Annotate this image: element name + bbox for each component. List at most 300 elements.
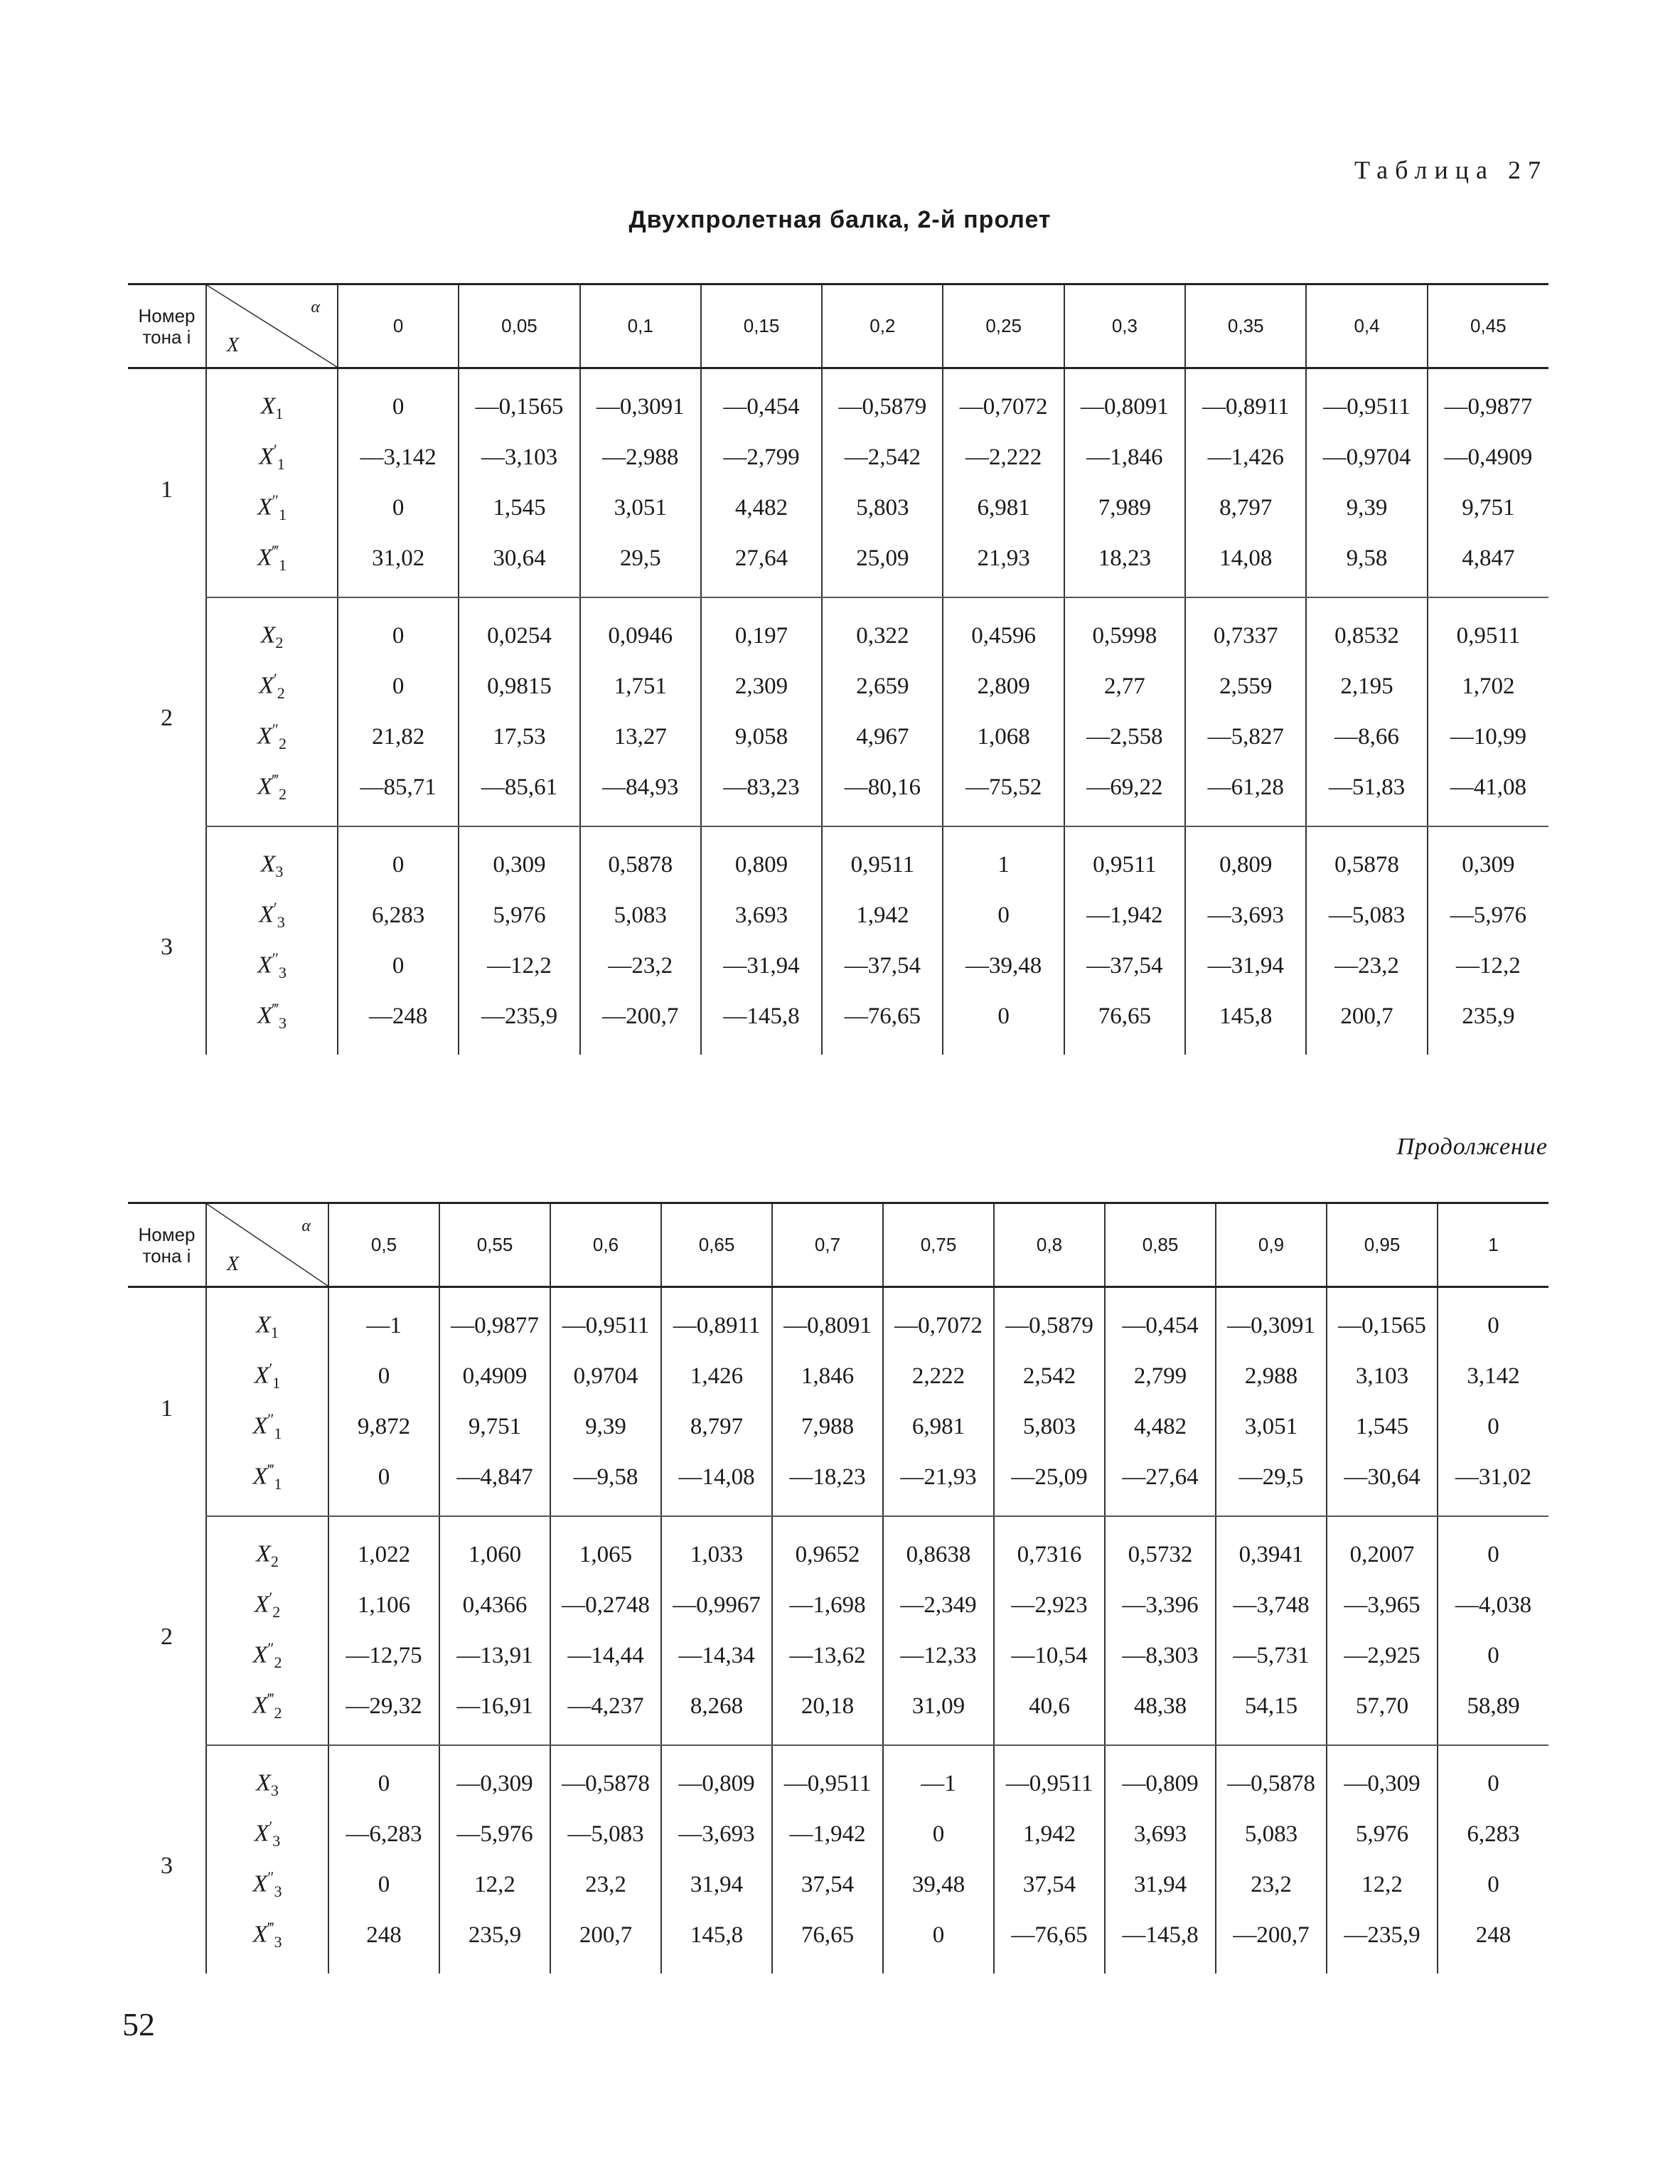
value-cell: 0,8532 [1306,597,1427,661]
variable-index: 2 [270,1552,279,1571]
value-cell: —0,309 [1327,1745,1438,1809]
variable-symbol: X [252,1870,268,1897]
value-cell: 6,981 [943,483,1064,533]
value-cell: —3,965 [1327,1580,1438,1631]
value-cell: —0,9511 [772,1745,883,1809]
value-cell: —0,8911 [1185,368,1306,433]
variable-name-cell [206,1452,328,1516]
value-cell: 1,068 [943,712,1064,762]
value-cell: 145,8 [661,1910,772,1973]
value-cell: 0,7316 [994,1516,1105,1580]
value-cell: —1,426 [1185,432,1306,483]
value-cell: 0 [338,826,459,890]
alpha-column-header: 0,6 [550,1203,661,1287]
value-cell: —0,8091 [772,1287,883,1352]
variable-name-cell [206,1402,328,1452]
value-cell: —0,454 [701,368,822,433]
variable-symbol: X [259,672,274,699]
value-cell: 4,967 [822,712,943,762]
value-cell: 37,54 [994,1860,1105,1910]
value-cell: —76,65 [822,991,943,1055]
variable-name-cell [206,712,338,762]
value-cell: 0 [338,661,459,712]
value-cell: 3,142 [1438,1351,1548,1402]
tone-number-header [128,1203,206,1287]
variable-symbol: X [254,1362,269,1389]
alpha-header-label: α [301,1217,311,1235]
value-cell: 7,989 [1064,483,1185,533]
variable-name-cell [206,1745,328,1809]
value-cell: —23,2 [1306,941,1427,991]
table-row [128,533,1548,597]
value-cell: 0 [1438,1402,1548,1452]
value-cell: 2,309 [701,661,822,712]
value-cell: 12,2 [1327,1860,1438,1910]
value-cell: 0,9511 [822,826,943,890]
continuation-label: Продолжение [1396,1134,1548,1160]
value-cell: —85,61 [459,762,579,826]
value-cell: 29,5 [580,533,701,597]
value-cell: 9,39 [550,1402,661,1452]
value-cell: 235,9 [439,1910,550,1973]
table-row [128,661,1548,712]
variable-symbol: X [254,1591,269,1618]
value-cell: 0,9511 [1428,597,1548,661]
value-cell: 0 [1438,1516,1548,1580]
value-cell: 0,5878 [580,826,701,890]
value-cell: 248 [1438,1910,1548,1973]
value-cell: —0,9704 [1306,432,1427,483]
value-cell: 6,283 [1438,1809,1548,1860]
tone-header-line1: Номер [138,1223,196,1245]
value-cell: —75,52 [943,762,1064,826]
value-cell: 0,5732 [1105,1516,1216,1580]
value-cell: 8,797 [661,1402,772,1452]
variable-index: 3 [275,863,284,881]
value-cell: —76,65 [994,1910,1105,1973]
variable-derivative-mark: ‴ [267,1690,274,1708]
variable-index: 1 [278,506,287,524]
variable-name-cell [206,1351,328,1402]
value-cell: 8,268 [661,1681,772,1745]
tone-header-line1: Номер [138,304,196,326]
value-cell: 5,083 [580,890,701,941]
table-row [128,1860,1548,1910]
value-cell: —2,349 [883,1580,994,1631]
variable-name-cell [206,1681,328,1745]
variable-index: 1 [278,556,287,575]
value-cell: 3,693 [701,890,822,941]
variable-symbol: X [257,494,272,521]
value-cell: —51,83 [1306,762,1427,826]
value-cell: 23,2 [1216,1860,1327,1910]
value-cell: —0,1565 [459,368,579,433]
alpha-column-header: 0,7 [772,1203,883,1287]
variable-name-cell [206,991,338,1055]
value-cell: —2,988 [580,432,701,483]
value-cell: —235,9 [459,991,579,1055]
value-cell: 0,5998 [1064,597,1185,661]
value-cell: —12,33 [883,1631,994,1681]
variable-symbol: X [254,1820,269,1847]
x-header-label: X [227,1253,240,1275]
value-cell: —29,32 [328,1681,439,1745]
tone-number-cell: 1 [161,476,173,503]
variable-derivative-mark: ‴ [272,1000,279,1018]
value-cell: 2,799 [1105,1351,1216,1402]
value-cell: 14,08 [1185,533,1306,597]
alpha-column-header: 0,4 [1306,284,1427,368]
value-cell: 48,38 [1105,1681,1216,1745]
value-cell: 5,803 [994,1402,1105,1452]
value-cell: 9,58 [1306,533,1427,597]
value-cell: 0 [338,941,459,991]
variable-name-cell [206,1580,328,1631]
variable-symbol: X [257,1002,272,1029]
header-row [128,1203,1548,1287]
value-cell: —3,142 [338,432,459,483]
value-cell: —0,1565 [1327,1287,1438,1352]
value-cell: 0,9815 [459,661,579,712]
value-cell: —16,91 [439,1681,550,1745]
variable-derivative-mark: ‴ [267,1461,274,1479]
value-cell: 7,988 [772,1402,883,1452]
value-cell: —31,02 [1438,1452,1548,1516]
value-cell: —0,5878 [1216,1745,1327,1809]
value-cell: —0,7072 [943,368,1064,433]
table-caption: Таблица 27 [1354,156,1548,184]
value-cell: 9,751 [439,1402,550,1452]
value-cell: —83,23 [701,762,822,826]
value-cell: —0,3091 [580,368,701,433]
value-cell: 0,809 [1185,826,1306,890]
value-cell: 0 [943,991,1064,1055]
value-cell: 0,4366 [439,1580,550,1631]
value-cell: 1 [943,826,1064,890]
variable-index: 1 [274,1424,282,1443]
value-cell: —61,28 [1185,762,1306,826]
value-cell: 0,3941 [1216,1516,1327,1580]
tone-number-cell: 2 [161,1624,173,1650]
value-cell: —200,7 [1216,1910,1327,1973]
variable-index: 3 [274,1882,282,1901]
value-cell: —0,8091 [1064,368,1185,433]
tone-number-header [128,284,206,368]
tone-number-cell: 3 [161,933,173,960]
value-cell: 200,7 [1306,991,1427,1055]
variable-name-cell [206,533,338,597]
value-cell: 0 [943,890,1064,941]
value-cell: 57,70 [1327,1681,1438,1745]
value-cell: —2,925 [1327,1631,1438,1681]
variable-symbol: X [259,443,274,470]
table-row [128,1351,1548,1402]
value-cell: 18,23 [1064,533,1185,597]
table-row [128,1631,1548,1681]
value-cell: 1,751 [580,661,701,712]
value-cell: 0,7337 [1185,597,1306,661]
variable-index: 3 [278,964,287,982]
value-cell: 8,797 [1185,483,1306,533]
value-cell: 30,64 [459,533,579,597]
value-cell: 9,872 [328,1402,439,1452]
value-cell: —0,309 [439,1745,550,1809]
page-number: 52 [122,2006,155,2042]
variable-derivative-mark: ″ [272,491,279,510]
table-row [128,1681,1548,1745]
variable-index: 3 [272,1832,281,1850]
tone-number-cell: 3 [161,1852,173,1879]
value-cell: —31,94 [701,941,822,991]
value-cell: —84,93 [580,762,701,826]
value-cell: —37,54 [822,941,943,991]
table-row [128,483,1548,533]
value-cell: —1,846 [1064,432,1185,483]
variable-symbol: X [257,773,272,800]
value-cell: 39,48 [883,1860,994,1910]
value-cell: —0,9511 [994,1745,1105,1809]
variable-index: 1 [270,1323,279,1342]
value-cell: —1,698 [772,1580,883,1631]
value-cell: 6,981 [883,1402,994,1452]
value-cell: —0,9877 [1428,368,1548,433]
value-cell: —30,64 [1327,1452,1438,1516]
variable-name-cell [206,1809,328,1860]
value-cell: —2,542 [822,432,943,483]
value-cell: 1,545 [1327,1402,1438,1452]
variable-derivative-mark: ″ [267,1410,274,1429]
value-cell: 1,060 [439,1516,550,1580]
alpha-column-header: 0,8 [994,1203,1105,1287]
value-cell: 2,809 [943,661,1064,712]
value-cell: 23,2 [550,1860,661,1910]
value-cell: —0,2748 [550,1580,661,1631]
value-cell: —27,64 [1105,1452,1216,1516]
value-cell: 1,033 [661,1516,772,1580]
variable-symbol: X [257,723,272,750]
value-cell: 0 [338,483,459,533]
value-cell: 0 [328,1745,439,1809]
value-cell: —0,5879 [994,1287,1105,1352]
variable-derivative-mark: ‴ [267,1919,274,1937]
variable-name-cell [206,432,338,483]
table-row [128,1402,1548,1452]
variable-symbol: X [252,1641,268,1668]
table-row [128,1745,1548,1809]
value-cell: 0,309 [1428,826,1548,890]
value-cell: —13,91 [439,1631,550,1681]
variable-symbol: X [256,1540,271,1567]
value-cell: 9,39 [1306,483,1427,533]
value-cell: —248 [338,991,459,1055]
value-cell: 3,103 [1327,1351,1438,1402]
variable-derivative-mark: ′ [273,670,277,688]
value-cell: —69,22 [1064,762,1185,826]
value-cell: —1 [328,1287,439,1352]
value-cell: 0 [328,1351,439,1402]
variable-name-cell [206,1860,328,1910]
variable-name-cell [206,1631,328,1681]
value-cell: 0 [328,1452,439,1516]
variable-name-cell [206,661,338,712]
value-cell: —0,5879 [822,368,943,433]
alpha-column-header: 0,1 [580,284,701,368]
value-cell: 0 [328,1860,439,1910]
variable-index: 1 [272,1374,281,1392]
value-cell: 6,283 [338,890,459,941]
value-cell: 0,5878 [1306,826,1427,890]
variable-index: 2 [277,684,285,703]
alpha-column-header: 0,3 [1064,284,1185,368]
value-cell: 31,09 [883,1681,994,1745]
value-cell: —5,083 [550,1809,661,1860]
alpha-column-header: 0,5 [328,1203,439,1287]
value-cell: —200,7 [580,991,701,1055]
value-cell: 2,77 [1064,661,1185,712]
variable-name-cell [206,890,338,941]
value-cell: —4,237 [550,1681,661,1745]
value-cell: —14,34 [661,1631,772,1681]
alpha-column-header: 0,2 [822,284,943,368]
value-cell: —6,283 [328,1809,439,1860]
value-cell: 27,64 [701,533,822,597]
variable-index: 2 [278,735,287,753]
value-cell: 3,693 [1105,1809,1216,1860]
value-cell: —3,693 [661,1809,772,1860]
value-cell: 9,058 [701,712,822,762]
value-cell: 21,93 [943,533,1064,597]
value-cell: —8,303 [1105,1631,1216,1681]
alpha-header-label: α [311,298,320,316]
variable-index: 3 [274,1933,282,1951]
alpha-column-header: 0,45 [1428,284,1548,368]
variable-name-cell [206,483,338,533]
value-cell: —85,71 [338,762,459,826]
variable-derivative-mark: ″ [272,720,279,739]
value-cell: 2,988 [1216,1351,1327,1402]
alpha-column-header: 0 [338,284,459,368]
value-cell: —3,396 [1105,1580,1216,1631]
variable-index: 2 [275,634,284,652]
table-row [128,941,1548,991]
data-table-2 [128,1202,1548,1973]
value-cell: 76,65 [1064,991,1185,1055]
value-cell: 0,197 [701,597,822,661]
table-row [128,890,1548,941]
value-cell: 4,482 [1105,1402,1216,1452]
variable-index: 1 [274,1475,282,1493]
value-cell: 0,309 [459,826,579,890]
value-cell: 1,426 [661,1351,772,1402]
value-cell: —4,847 [439,1452,550,1516]
value-cell: 0 [1438,1860,1548,1910]
value-cell: 2,222 [883,1351,994,1402]
value-cell: 17,53 [459,712,579,762]
value-cell: 3,051 [1216,1402,1327,1452]
value-cell: —12,2 [459,941,579,991]
variable-index: 1 [275,405,284,423]
value-cell: 2,559 [1185,661,1306,712]
variable-index: 3 [278,1014,287,1033]
value-cell: 1,022 [328,1516,439,1580]
value-cell: 2,659 [822,661,943,712]
variable-index: 1 [277,455,285,474]
alpha-column-header: 0,95 [1327,1203,1438,1287]
value-cell: 235,9 [1428,991,1548,1055]
value-cell: 1,106 [328,1580,439,1631]
value-cell: —4,038 [1438,1580,1548,1631]
value-cell: 2,195 [1306,661,1427,712]
alpha-column-header: 0,35 [1185,284,1306,368]
alpha-column-header: 0,9 [1216,1203,1327,1287]
variable-derivative-mark: ′ [269,1360,273,1378]
value-cell: —3,103 [459,432,579,483]
value-cell: 0 [883,1910,994,1973]
value-cell: 0 [1438,1287,1548,1352]
value-cell: 4,482 [701,483,822,533]
table-row [128,1287,1548,1352]
value-cell: 0,2007 [1327,1516,1438,1580]
variable-symbol: X [257,952,272,979]
value-cell: —0,7072 [883,1287,994,1352]
variable-name-cell [206,1910,328,1973]
variable-name-cell [206,826,338,890]
value-cell: —3,693 [1185,890,1306,941]
value-cell: 0,0254 [459,597,579,661]
value-cell: —0,454 [1105,1287,1216,1352]
x-header-label: X [227,334,240,356]
tone-header-line2: тона i [142,326,191,348]
alpha-column-header: 0,55 [439,1203,550,1287]
value-cell: —23,2 [580,941,701,991]
table-row [128,762,1548,826]
variable-symbol: X [252,1412,268,1439]
value-cell: —5,976 [439,1809,550,1860]
value-cell: —0,9511 [550,1287,661,1352]
value-cell: —235,9 [1327,1910,1438,1973]
variable-symbol: X [260,393,276,420]
value-cell: —41,08 [1428,762,1548,826]
variable-symbol: X [252,1692,268,1719]
value-cell: 0,322 [822,597,943,661]
value-cell: 0,4596 [943,597,1064,661]
variable-symbol: X [256,1769,271,1796]
value-cell: —12,75 [328,1631,439,1681]
variable-symbol: X [260,851,276,878]
table-row [128,597,1548,661]
variable-symbol: X [252,1463,268,1490]
value-cell: 0 [883,1809,994,1860]
value-cell: 5,976 [1327,1809,1438,1860]
variable-symbol: X [257,544,272,571]
value-cell: —80,16 [822,762,943,826]
value-cell: —0,809 [1105,1745,1216,1809]
value-cell: —10,54 [994,1631,1105,1681]
alpha-column-header: 0,65 [661,1203,772,1287]
variable-derivative-mark: ‴ [272,771,279,789]
variable-symbol: X [256,1311,271,1338]
value-cell: —31,94 [1185,941,1306,991]
variable-index: 3 [270,1781,279,1800]
value-cell: 0,9511 [1064,826,1185,890]
value-cell: 0,9652 [772,1516,883,1580]
value-cell: —145,8 [1105,1910,1216,1973]
table-row [128,1910,1548,1973]
variable-derivative-mark: ″ [267,1639,274,1658]
value-cell: 1,065 [550,1516,661,1580]
alpha-column-header: 0,85 [1105,1203,1216,1287]
value-cell: —2,799 [701,432,822,483]
